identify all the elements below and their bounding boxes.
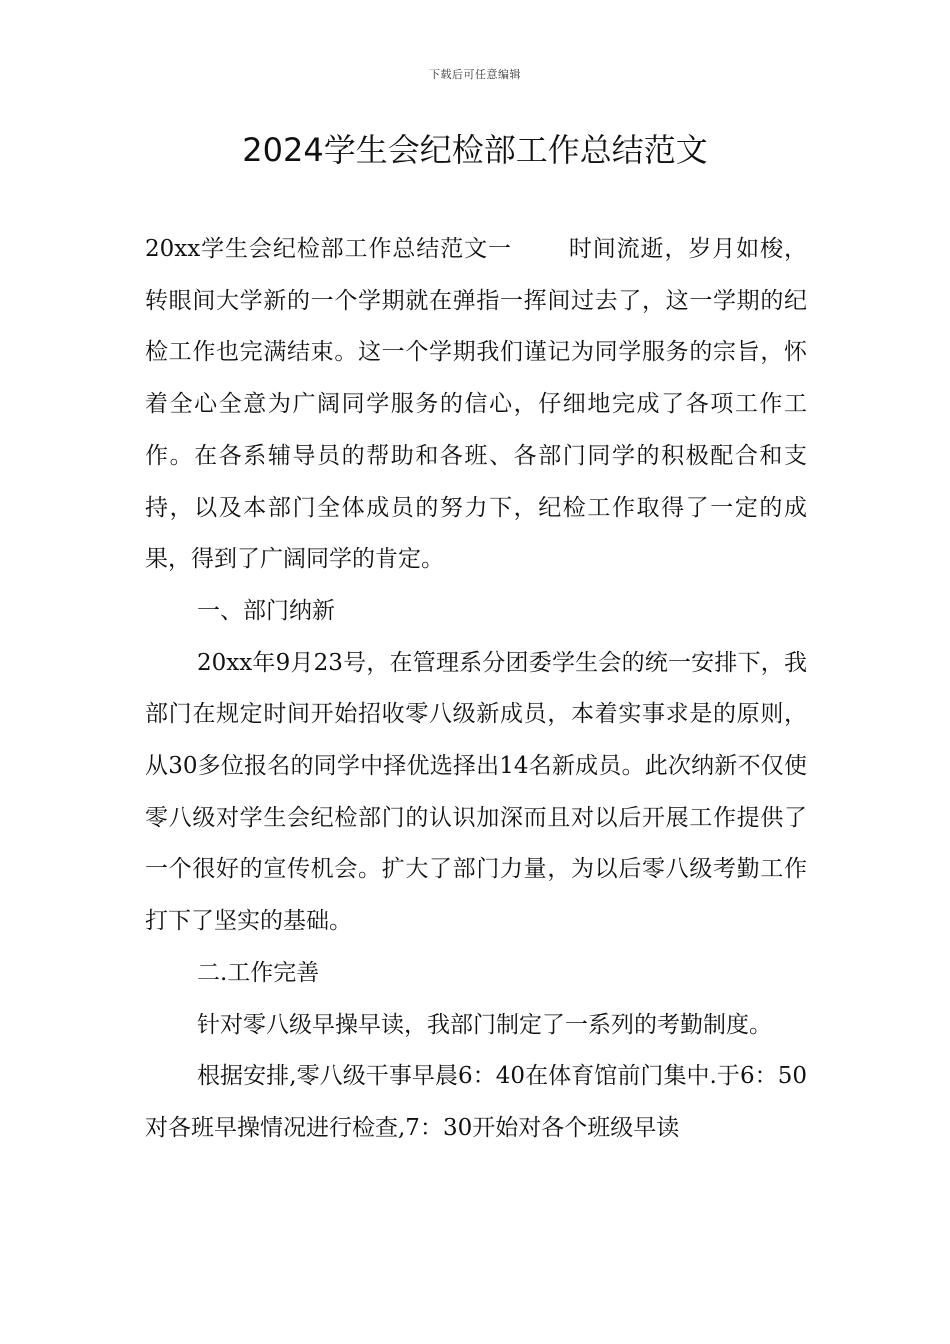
document-body [145, 224, 807, 1155]
section1-heading: 一、部门纳新 [197, 597, 335, 624]
intro-body: 时间流逝，岁月如梭，转眼间大学新的一个学期就在弹指一挥间过去了，这一学期的纪检工作也完满结束。这一个学期我们谨记为同学服务的宗旨，怀着全心全意为广阔同学服务的信心，仔细地完成了各项工作工作。在各系辅导员的帮助和各班、各部门同学的积极配合和支持，以及本部门全体成员的努力下，纪检工作取得了一定的成果，得到了广阔同学的肯定。 [145, 236, 807, 573]
document-title: 2024学生会纪检部工作总结范文 [242, 131, 708, 169]
section2-paragraph-2: 根据安排,零八级干事早晨6：40在体育馆前门集中.于6：50对各班早操情况进行检查,7：30开始对各个班级早读 [145, 1063, 807, 1141]
header-note: 下载后可任意编辑 [429, 68, 521, 81]
intro-paragraph [145, 224, 807, 586]
section2-heading: 二.工作完善 [197, 959, 320, 986]
section2-paragraph-1: 针对零八级早操早读，我部门制定了一系列的考勤制度。 [197, 1011, 772, 1038]
section1-paragraph: 20xx年9月23号，在管理系分团委学生会的统一安排下，我部门在规定时间开始招收零八级新成员，本着实事求是的原则，从30多位报名的同学中择优选择出14名新成员。此次纳新不仅使零八级对学生会纪检部门的认识加深而且对以后开展工作提供了一个很好的宣传机会。扩大了部门力量，为以后零八级考勤工作打下了坚实的基础。 [145, 649, 807, 935]
intro-heading: 20xx学生会纪检部工作总结范文一 [145, 236, 512, 262]
